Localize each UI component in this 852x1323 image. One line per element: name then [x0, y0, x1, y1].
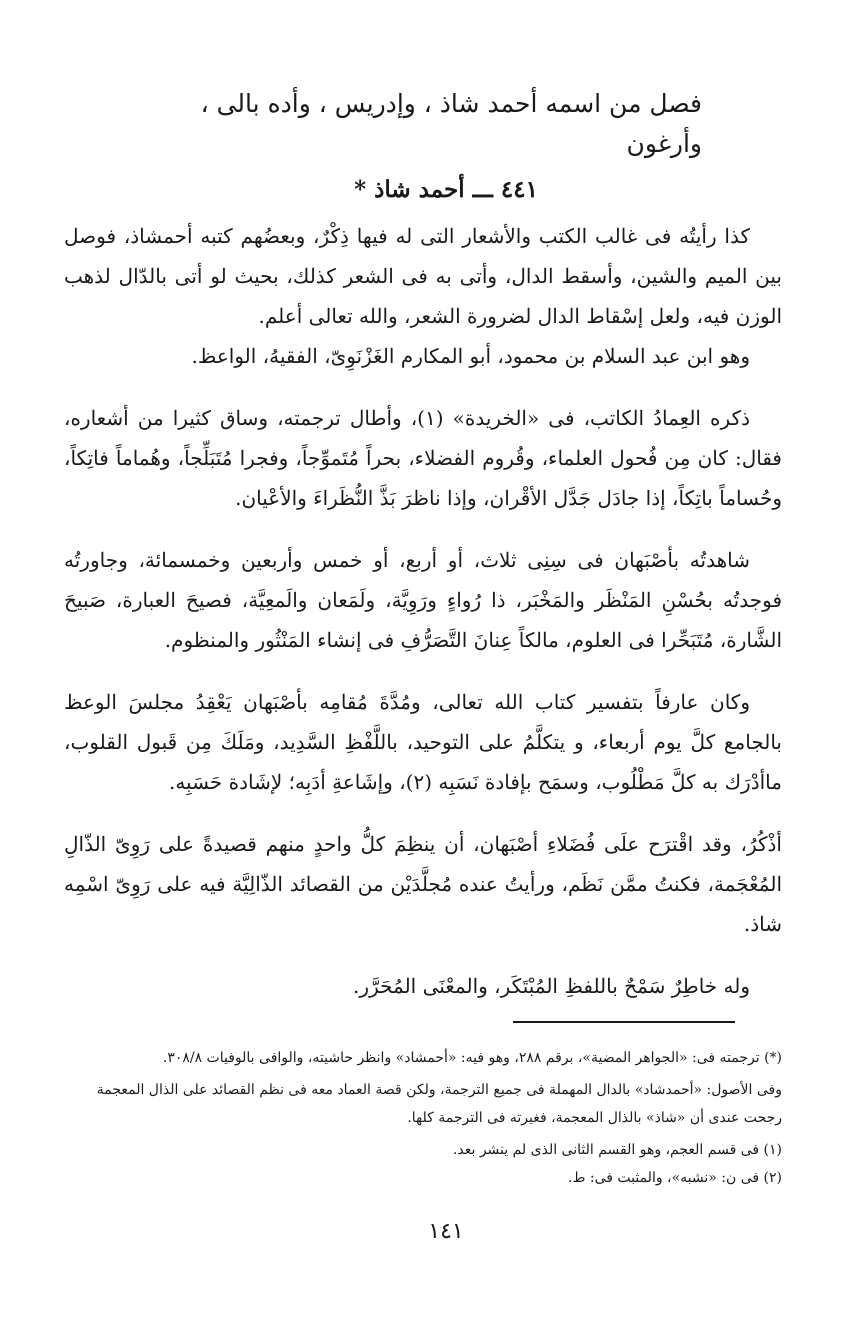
paragraph-qasida: أذْكُرُ، وقد اقْترَح علَى فُضَلاءِ أصْبَهان، أن ينظِمَ كلُّ واحدٍ منهم قصيدةً على رَوِىّ الذّالِ المُعْجَمة، فكنتُ ممَّن نَظَم، ورأيتُ عنده مُجلَّدَيْن من القصائد الذّالِيَّة فيه على رَوِىّ اسْمِه شاذ.	[64, 832, 782, 936]
paragraph-name-spelling: كذا رأيتُه فى غالب الكتب والأشعار التى له فيها ذِكْرٌ، وبعضُهم كتبه أحمشاذ، فوصل بين الميم والشين، وأسقط الدال، وأتى به فى الشعر كذلك، بحيث لو أتى بالدّال لذهب الوزن فيه، ولعل إسْقاط الدال لضرورة الشعر، والله تعالى أعلم.	[64, 224, 782, 328]
footnote-divider	[513, 1021, 735, 1023]
footnote-variant: وفى الأصول: «أحمدشاد» بالدال المهملة فى جميع الترجمة، ولكن قصة العماد معه فى نظم القصائد على الذال المعجمة رجحت عندى أن «شاذ» بالذال المعجمة، فغيرته فى الترجمة كلها.	[96, 1082, 782, 1126]
footnotes	[64, 1044, 782, 1192]
paragraph-lineage: وهو ابن عبد السلام بن محمود، أبو المكارم الغَزْنَوِىّ، الفقيهُ، الواعظ.	[191, 344, 750, 368]
footnote-1: (١) فى قسم العجم، وهو القسم الثانى الذى لم ينشر بعد.	[452, 1142, 782, 1158]
section-title: فصل من اسمه أحمد شاذ ، وإدريس ، وأده بالى ، وأرغون	[200, 89, 702, 158]
paragraph-closing: وله خاطِرٌ سَمْحٌ باللفظِ المُبْتَكَر، والمعْنَى المُحَرَّر.	[353, 974, 750, 998]
footnote-2: (٢) فى ن: «نشبه»، والمثبت فى: ط.	[568, 1170, 782, 1186]
paragraph-preaching: وكان عارفاً بتفسير كتاب الله تعالى، ومُدَّةَ مُقامِه بأصْبَهان يَعْقِدُ مجلسَ الوعظ بالجامع كلَّ يوم أربعاء، و يتكلَّمُ على التوحيد، باللَّفْظِ السَّدِيد، ومَلَكَ مِن قَبول القلوب، ماأدْرَك به كلَّ مَطْلُوب، وسمَح بإفادة نَسَبِه (٢)، وإشَاعةِ أدَبِه؛ لإشَادة حَسَبِه.	[64, 690, 782, 794]
paragraph-isfahan: شاهدتُه بأصْبَهان فى سِنِى ثلاث، أو أربع، أو خمس وأربعين وخمسمائة، وجاورتُه فوجدتُه بحُسْنِ المَنْظَر والمَخْبَر، ذا رُواءٍ ورَوِيَّة، ولَمَعان والَمعِيَّة، فصيحَ العبارة، صَبيحَ الشَّارة، مُتَبَحِّرا فى العلوم، مالكاً عِنانَ التَّصَرُّفِ فى إنشاء المَنْثُور والمنظوم.	[64, 548, 782, 652]
entry-heading: ٤٤١ ـــ أحمد شاذ *	[354, 176, 538, 203]
footnote-source: (*) ترجمته فى: «الجواهر المضية»، برقم ٢٨٨، وهو فيه: «أحمشاد» وانظر حاشيته، والوافى بالوفيات ٣٠٨/٨.	[162, 1050, 782, 1066]
paragraph-kharida: ذكره العِمادُ الكاتب، فى «الخريدة» (١)، وأطال ترجمته، وساق كثيرا من أشعاره، فقال: كان مِن فُحول العلماء، وقُروم الفضلاء، بحراً مُتَموِّجاً، وفجرا مُتَبَلِّجاً، وهُماماً فاتِكاً، وحُساماً باتِكاً، إذا جادَل جَدَّل الأقْران، وإذا ناظرَ بَذَّ النُّظَراءَ والأعْيان.	[64, 406, 782, 510]
entry-body	[64, 216, 782, 1006]
page-number: ١٤١	[428, 1219, 464, 1244]
